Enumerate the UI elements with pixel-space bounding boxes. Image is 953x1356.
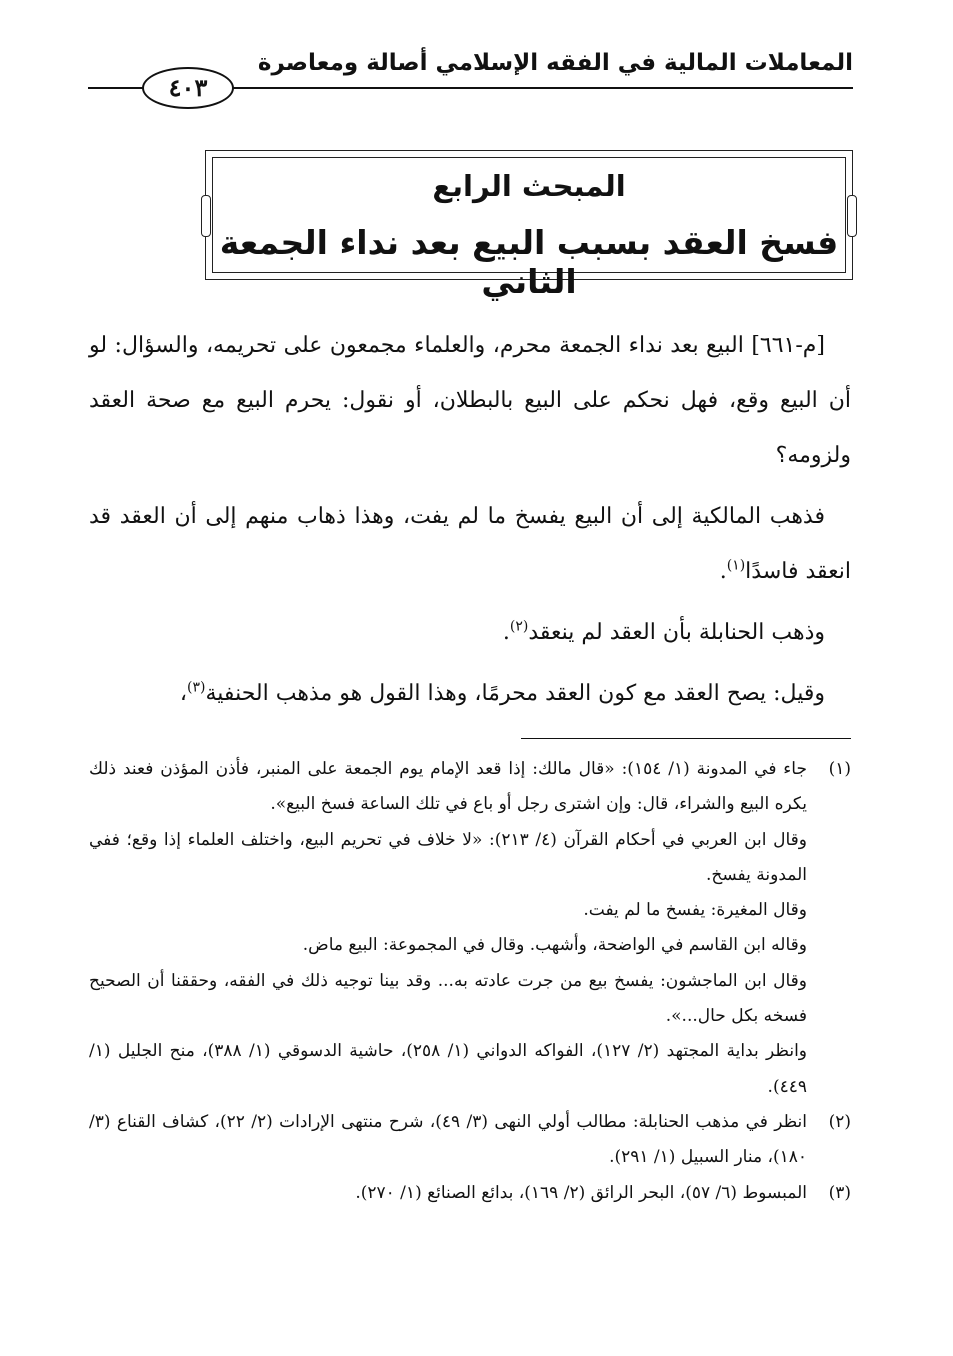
footnote-body <box>89 1105 807 1176</box>
main-text <box>89 318 851 721</box>
footnote-1 <box>89 752 851 1105</box>
footnote-text: انظر في مذهب الحنابلة: مطالب أولي النهى (٣/ ٤٩)، شرح منتهى الإرادات (٢/ ٢٢)، كشاف القناع (٣/ ١٨٠)، منار السبيل (١/ ٢٩١). <box>89 1111 807 1168</box>
section-title-frame <box>205 150 853 301</box>
footnote-text: وانظر بداية المجتهد (٢/ ١٢٧)، الفواكه الدواني (١/ ٢٥٨)، حاشية الدسوقي (١/ ٣٨٨)، منح الجليل (١/ ٤٤٩). <box>89 1041 808 1097</box>
footnote-ref-1: (١) <box>726 557 746 574</box>
footnote-number: (١) <box>828 759 851 779</box>
paragraph-3-text: وذهب الحنابلة بأن العقد لم ينعقد <box>528 620 825 645</box>
footnotes <box>89 752 851 1211</box>
footnote-text: وقال ابن الماجشون: يفسخ بيع من جرت عادته به... وقد بينا توجيه ذلك في الفقه، وحققنا أن الصحيح فسخه بكل حال...». <box>89 970 807 1027</box>
footnote-number: (٣) <box>828 1182 851 1203</box>
paragraph-1 <box>89 318 851 483</box>
footnote-text: وقال المغيرة: يفسخ ما لم يفت. <box>583 900 807 921</box>
footnote-text: جاء في المدونة (١/ ١٥٤): «قال مالك: إذا قعد الإمام يوم الجمعة على المنبر، فأذن المؤذن فعند ذلك يكره البيع والشراء، قال: وإن اشترى رجل أو باع في تلك الساعة فسخ البيع». <box>89 759 807 815</box>
footnote-3 <box>89 1176 851 1211</box>
footnote-ref-2: (٢) <box>509 618 529 635</box>
footnote-separator <box>521 738 851 739</box>
footnote-2 <box>89 1105 851 1176</box>
running-title: المعاملات المالية في الفقه الإسلامي أصالة ومعاصرة <box>257 50 853 76</box>
footnote-body <box>89 752 807 1105</box>
paragraph-4 <box>89 666 851 721</box>
section-title: فسخ العقد بسبب البيع بعد نداء الجمعة الثاني <box>219 223 839 301</box>
paragraph-4-text: وقيل: يصح العقد مع كون العقد محرمًا، وهذا القول هو مذهب الحنفية <box>205 681 825 706</box>
footnote-ref-3: (٣) <box>187 679 206 696</box>
page-number: ٤٠٣ <box>142 67 234 109</box>
paragraph-2-end: . <box>719 559 727 584</box>
paragraph-3-end: . <box>502 620 510 645</box>
section-label: المبحث الرابع <box>432 169 626 203</box>
paragraph-4-end: ، <box>179 681 188 706</box>
paragraph-3 <box>89 605 851 660</box>
footnote-text: المبسوط (٦/ ٥٧)، البحر الرائق (٢/ ١٦٩)، بدائع الصنائع (١/ ٢٧٠). <box>355 1182 807 1203</box>
paragraph-2 <box>89 489 851 599</box>
paragraph-1-text: [م-٦٦١] البيع بعد نداء الجمعة محرم، والعلماء مجمعون على تحريمه، والسؤال: لو أن البيع وقع، فهل نحكم على البيع بالبطلان، أو نقول: يحرم البيع مع صحة العقد ولزومه؟ <box>89 333 851 468</box>
footnote-text: وقاله ابن القاسم في الواضحة، وأشهب. وقال في المجموعة: البيع ماض. <box>302 935 807 956</box>
footnote-number: (٢) <box>828 1111 851 1132</box>
footnote-body <box>89 1176 807 1211</box>
footnote-text: وقال ابن العربي في أحكام القرآن (٤/ ٢١٣): «لا خلاف في تحريم البيع، واختلف العلماء إذا وقع؛ ففي المدونة يفسخ. <box>89 829 807 885</box>
paragraph-2-text: فذهب المالكية إلى أن البيع يفسخ ما لم يفت، وهذا ذهاب منهم إلى أن العقد قد انعقد فاسدًا <box>89 504 851 584</box>
